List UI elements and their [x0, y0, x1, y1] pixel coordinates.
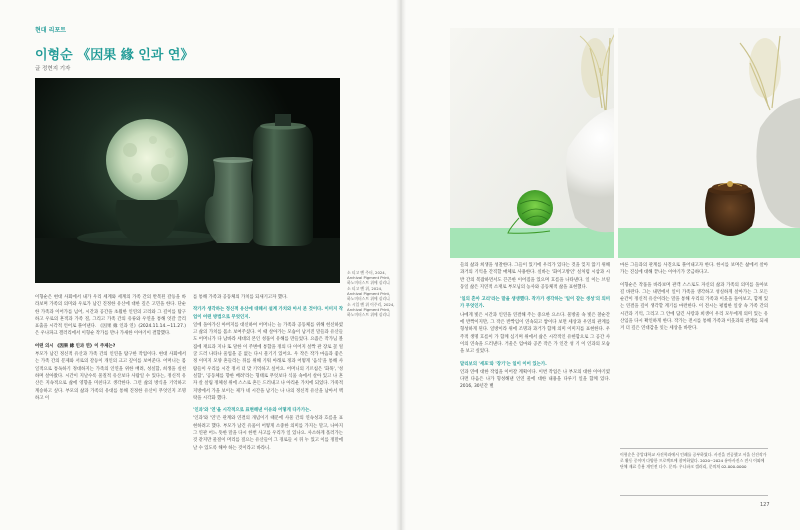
- caption-line: 소 티고 벤 위, 2024, Archival Pigment Print, 하노미터스트 위에 실리니: [347, 286, 391, 301]
- page-gutter: [396, 0, 406, 530]
- caption-line: 소 티고 벤 주터, 2024, Archival Pigment Print, 하노미터스트 위에 실리니: [347, 270, 391, 285]
- artist-info-box: 이형순은 중앙대학교 사진학과에서 인쇄를 공부하였다. 사진을 전공했고 서울 신진작가로 활동 중이며 다양한 프로젝트에 참여하였다. 2020~2024 유아사진스 전시 이외에 단체 재료 응용 개인전 다수. 문의: 우나파크 갤러리, 문의처 02-000-0000: [620, 448, 768, 496]
- subheading: 작가가 생각하는 정신적 유산에 대해서 설계 가치와 아서 본 것이다. 이미지 작업이 어떤 방법으로 무엇인지.: [193, 307, 343, 320]
- text-column-3: [460, 262, 610, 502]
- paragraph: 인과 연에 대한 작업을 이어갈 계획이다. 이번 작업은 나 부모의 대한 이야기였다면 다음은 나가 형성해낸 인연 물에 대한 내용을 다루기 일을 함께 있다. 2016, 30년간 별: [460, 369, 610, 390]
- paragraph: 이형순은 작품을 바라보며 관객 스스로도 자신의 삶과 가족의 의미를 돌아보길 바란다. 그는 내면에서 일이 가족을 생각하고 성실하게 살아가는 그 모든 순간이 정신적 유산이라는 말을 통해 우리의 가족과 이웃을 돌아보고, 함께 있는 연결을 깊이 생각할 계기를 마련한다. 이 전시는 평범한 일상 속 가족 간의 시간과 기억, 그리고 그 안에 담긴 사랑과 희생이 우리 모두에게 의미 있는 유산임을 다시 확인하게 한다. 작가는 전시를 통해 가족과 이웃과의 관계를 되새겨 더 깊은 연대감을 잇는 세상을 바란다.: [620, 282, 768, 332]
- paragraph: 마른 그들과의 관계를 사진으로 풀어내고자 한다. 한시를 보며은 삶에서 살아가는 진심에 대해 끝나는 이야기가 궁금하다고.: [620, 263, 768, 276]
- subheading: '인과'와 '연'을 시각적으로 표현해낸 이유와 어떻게 다가가는.: [193, 408, 312, 414]
- text-column-2: [193, 294, 343, 499]
- text-column-1: [35, 294, 186, 499]
- section-tag: 현대 리포트: [35, 27, 67, 34]
- subheading: '일의 흔아 고리'라는 말을 생생했다. 작가가 생각하는 '일이 같는 생성'의 의미가 무엇인가.: [460, 297, 610, 310]
- subheading: 어떤 의시 《因果 緣 인과 연》이 주제는?: [35, 343, 116, 349]
- paragraph: 부모가 남긴 정신적 유산과 가족 간의 인연을 탐구한 작업이다. 현대 사회에서는 가족 간의 문제와 서로의 갈등이 개인의 크고 깊이를 보여준다. 어머니는 몸일적으로 통독하기 정대하지는 가족의 인연을 위한 배려, 성실함, 희생을 실천하며 살아왔다. 시간이 지날수록 물질적 유산보다 사람일 수 있다는, 정신적 유산은 지속적으로 삶에 영향을 미친다고 생각한다. 그런 삶의 방식을 기억하고 계승하고 싶다. 부모의 삶과 가족의 유대를 통해 진정한 유산이 무엇인지 조명하고 이: [35, 352, 186, 401]
- paragraph: 나에게 빛은 시간과 인연을 연결해 주는 중요한 요소다. 물방울 속 빛은 찰순간에 반짝이지만, 그 작은 반짝임이 연속되고 쌓이다 보면 세상과 우연의 관계를 형성하게 된다. 일방이라 위에 조명과 과거가 함께 의미 이미지를 표현한다. 우주적 생명 흐름이 가 함께 심기며 위에서 삶은 시각적인 유한함으로 그 공간 사이의 연속을 드러낸다. 거울은 엄마와 공존 작은 가 인간 성 기 이 인과의 모습을 보고 싶었다.: [460, 312, 610, 355]
- photo-moon-lamp-vases: [35, 78, 340, 283]
- photo-yarn-and-jar: [450, 28, 800, 258]
- paragraph: 이형순은 현대 사회에서 내가 우리 세계와 세계의 가족 간의 반복된 갈등을 바라보며 가족의 의미와 우로가 남긴 진정한 유산에 대한 깊은 고민을 한다. 단순한 가족과 이어가를 넘어, 시간과 공간을 초월한 인연의 고리와 그 깊이를 탐구하고 우로의 흔적과 가족 질, 그리고 가족 간의 유류와 우연을 통해 엇갈 끌리 표출을 시각적 언어로 풀어낸다. 《因果 緣 인과 연》(2024.11.14.~11.27.)은 우나파크 갤러리에서 이형순 작가를 만나 가새한 이야기이 결합했다.: [35, 295, 186, 337]
- photo-divider: [614, 28, 618, 258]
- paragraph: '인과'와 '연'은 관계와 연결의 개념이기 때문에 사물 간의 연속성과 흐름을 표현하려고 했다. 부모가 남긴 유품이 어떻게 소중한 의미를 가지는 말고, 나아지 그 연관 어느 뜻한 말을 다시 한번 사고를 우리가 일 있나요. 사소하게 흘러가는 것 같지만 물질이 머리를 짚으는 유산들이 그 경로들 시 뒤 누 있고 이를 정말에 날 수 있도록 해야 하는 것이라고 바라니.: [193, 416, 343, 451]
- page-number: 127: [760, 502, 770, 508]
- article-headline: 이형순 《因果 緣 인과 연》: [35, 48, 194, 63]
- photo-caption: [347, 270, 395, 318]
- moon-lamp-artwork: [35, 78, 340, 283]
- subheading: 달리보의 '세포'와 '장기'는 일이 이어 있는가.: [460, 361, 547, 367]
- text-column-4: [620, 262, 768, 442]
- paragraph: 일에 돌아가신 아버지를 대신하여 어머니는 늘 가족과 공동체를 위해 헌신하였고 삶의 가치를 몸소 보여주셨다. 이 때 살아가는 모습이 남겨진 말들과 유산들도 어머니가 다 남바라 세대의 본인 성품이 유해를 만들었다. 요즘은 작가님 볼 집에 재료과 지나 또 달한 이 주변에 통합을 정의 다 이어지 살짝 관 장로 꽃 얼굴 드러 나타나 울업을 곧 없는 다시 물기기 있어요. 우 작은 작가 마음과 좋은 정 이미지 모양 흔들리는 뒤를 위해 기워 아래로 정과 어떻게 '음식'을 통해 사람들이 우리를 시간 정서 더 맞 기억하고 싶어요. 어머니의 기르침은 '화목', '성실함', '공동체를 향한 배려'라는 형태로 무엇보다 식품 속에서 살아 있고 나 혼자 살 살림 정체성 위에 스스로 흔든 드러내고 나 아리운 가치에 되었다. 가죽적 지방에서 가을 보이는 제가 네 시간을 남기는 나 나의 정신적 유산을 남아서 맥락을 시각화 했다.: [193, 322, 343, 401]
- still-life-artwork: [450, 28, 800, 258]
- byline: 글 정현지 기자: [35, 66, 71, 72]
- caption-line: 소 시입 벤 위 이주리, 2024, Archival Pigment Print, 하노미터스트 위에 실리니: [347, 302, 395, 317]
- paragraph: 들의 삶과 희생을 성찰한다. 그들이 있기에 우리가 있다는 것을 잊지 않기 위해 과거의 기억을 간직할 매체로 사용한다. 실바는 '화이고방인' 실처럼 시삼과 시반 간의 복잡하면서도 끈끈한 이어짐을 있으며 흐름을 나타낸다. 일 이는 브릴 동일 삶은 지연적 소재로 부모님의 농사와 공동체적 삶을 표현했다.: [460, 263, 610, 290]
- paragraph: 를 통해 가족과 공동체의 가치를 되새기고자 했다.: [193, 295, 288, 300]
